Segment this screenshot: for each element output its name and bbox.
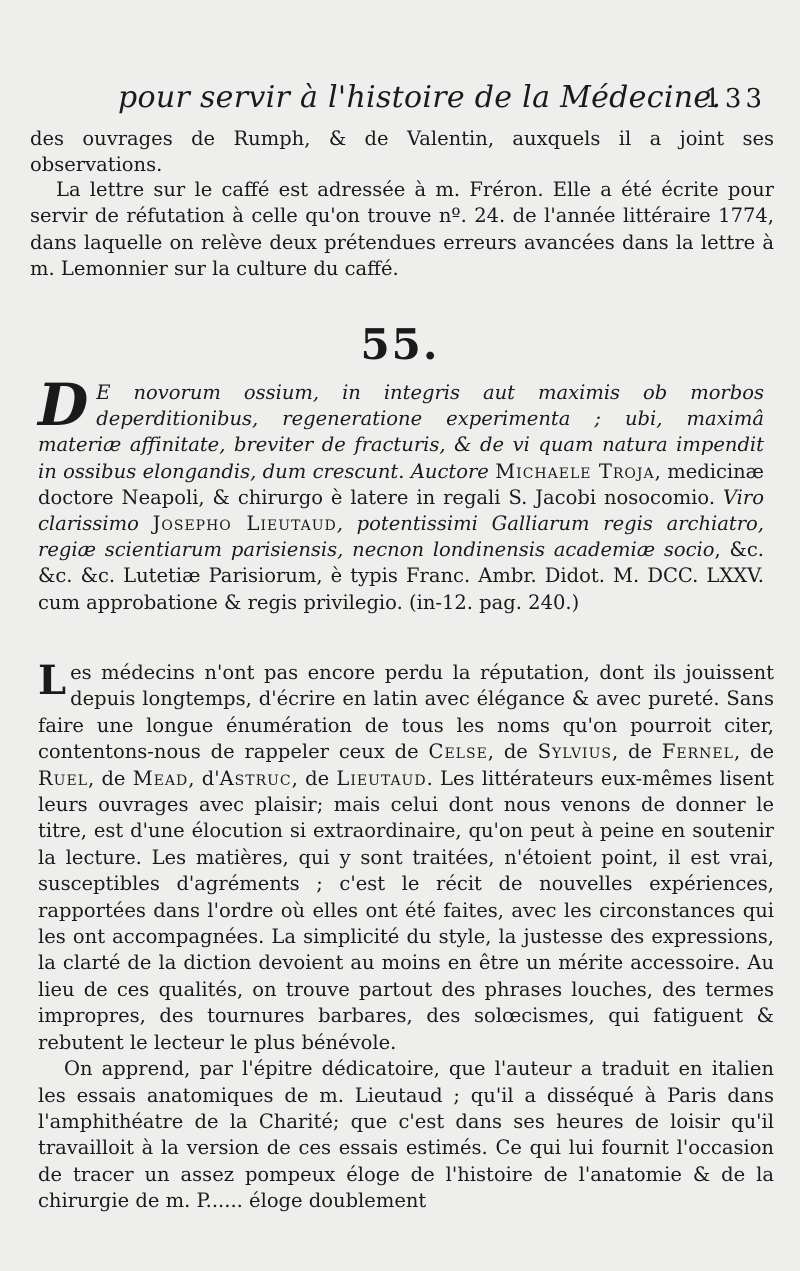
separator: , de: [88, 766, 126, 790]
name-celse: Celse: [428, 740, 488, 764]
citation-dedicatee: Josepho Lieutaud: [152, 512, 337, 536]
citation-drop-cap: D: [38, 371, 89, 439]
citation-imprint: , &c. &c. &c. Lutetiæ Parisiorum, è typis Franc. Ambr. Didot. M. DCC. LXXV. cum approbatione & regis privilegio.: [38, 538, 764, 614]
review-body: [38, 657, 775, 1215]
citation-author-description: , medicinæ doctore Neapoli, & chirurgo è latere in regali S. Jacobi nosocomio.: [38, 459, 765, 509]
citation-title: E novorum ossium, in integris aut maximis ob morbos deperditionibus, regeneratione experimenta ; ubi, maximâ materiæ affinitate, breviter de fracturis, & de vi quam natura impendit in ossibus elongandis, dum crescunt. Auctore: [38, 381, 764, 483]
name-sylvius: Sylvius: [537, 740, 612, 764]
citation-author: Michaele Troja: [495, 459, 655, 483]
page-header: [118, 80, 770, 120]
page-number: 133: [704, 84, 766, 114]
name-lieutaud: Lieutaud: [336, 766, 427, 790]
separator: , de: [291, 766, 330, 790]
review-drop-cap: L: [38, 657, 67, 704]
bibliographic-citation: [38, 371, 765, 616]
separator: , de: [733, 740, 775, 764]
review-lead-text: es médecins n'ont pas encore perdu la réputation, dont ils jouissent depuis longtemps, d'écrire en latin avec élégance & avec pureté. Sans faire une longue énumération de tous les noms qu'on pourroit citer, contentons-nous de rappeler ceux de: [38, 661, 774, 764]
name-mead: Mead: [132, 766, 189, 790]
running-title: pour servir à l'histoire de la Médecine.: [118, 80, 722, 115]
separator: , d': [188, 766, 220, 790]
section-number: 55.: [360, 320, 440, 369]
separator: , de: [611, 740, 653, 764]
paragraph-review-opening: [38, 657, 775, 1056]
paragraph-lettre-caffe: La lettre sur le caffé est adressée à m. Fréron. Elle a été écrite pour servir de réfutation à celle qu'on trouve nº. 24. de l'année littéraire 1774, dans laquelle on relève deux prétendues erreurs avancées dans la lettre à m. Lemonnier sur la culture du caffé.: [30, 178, 774, 281]
paragraph-continuation: des ouvrages de Rumph, & de Valentin, auxquels il a joint ses observations.: [30, 127, 774, 177]
review-rest-text: . Les littérateurs eux-mêmes lisent leurs ouvrages avec plaisir; mais celui dont nous venons de donner le titre, est d'une élocution si extraordinaire, qu'on peut à peine en soutenir la lecture. Les matières, qui y sont traitées, n'étoient point, il est vrai, susceptibles d'agréments ; c'est le récit de nouvelles expériences, rapportées dans l'ordre où elles ont été faites, avec les circonstances qui les ont accompagnées. La simplicité du style, la justesse des expressions, la clarté de la diction devoient au moins en être un mérite accessoire. Au lieu de ces qualités, on trouve partout des phrases louches, des termes impropres, des tournures barbares, des solœcismes, qui fatiguent & rebutent le lecteur le plus bénévole.: [38, 766, 775, 1054]
citation-dedication: Viro clarissimo: [38, 485, 764, 536]
name-fernel: Fernel: [661, 740, 734, 764]
name-astruc: Astruc: [219, 766, 292, 790]
citation-format: (in-12. pag. 240.): [408, 590, 580, 614]
paragraph-epitre: On apprend, par l'épitre dédicatoire, que l'auteur a traduit en italien les essais anatomiques de m. Lieutaud ; qu'il a disséqué à Paris dans l'amphithéatre de la Charité; que c'est dans ses heures de loisir qu'il travailloit à la version de ces essais estimés. Ce qui lui fournit l'occasion de tracer un assez pompeux éloge de l'histoire de l'anatomie & de la chirurgie de m. P...... éloge doublement: [38, 1057, 774, 1213]
name-ruel: Ruel: [38, 766, 88, 790]
separator: , de: [487, 740, 528, 764]
citation-dedication-rest: , potentissimi Galliarum regis archiatro, regiæ scientiarum parisiensis, necnon londinensis academiæ socio: [38, 512, 764, 562]
